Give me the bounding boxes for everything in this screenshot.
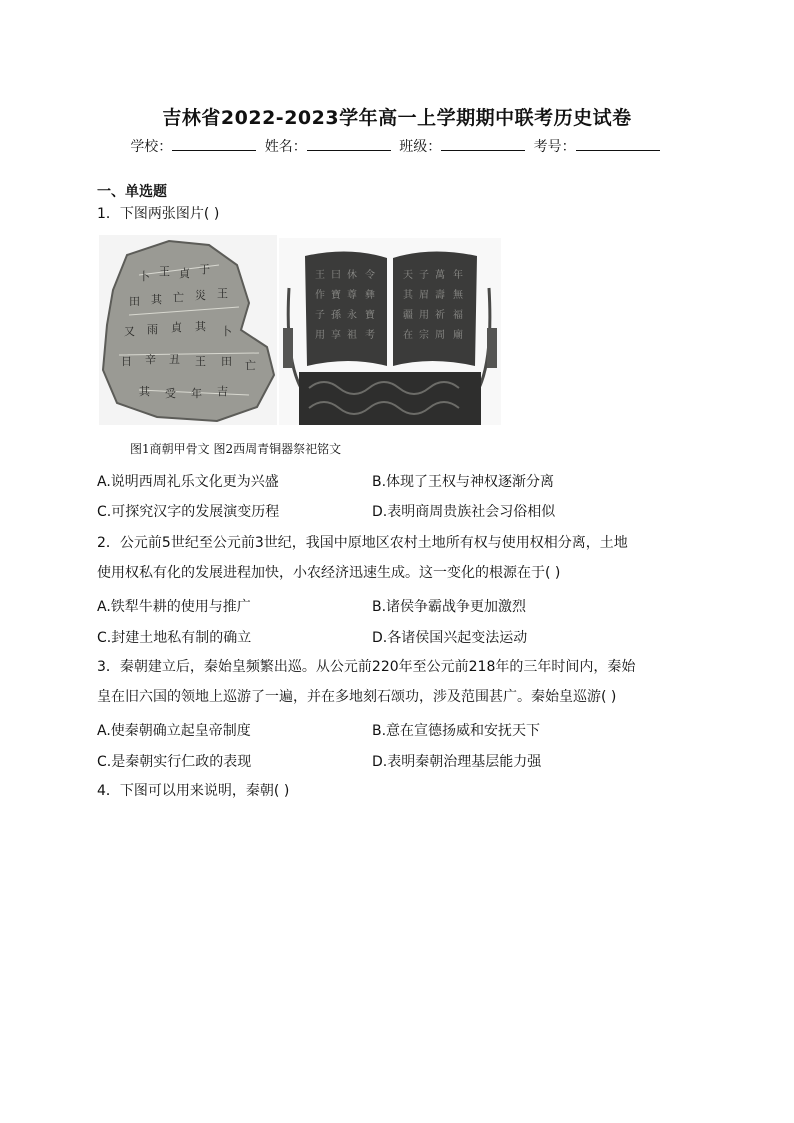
svg-text:卜: 卜 bbox=[221, 325, 232, 338]
svg-text:亡: 亡 bbox=[173, 291, 184, 304]
q3-option-b[interactable]: B.意在宣德扬威和安抚天下 bbox=[372, 723, 541, 739]
svg-text:王: 王 bbox=[217, 287, 228, 300]
svg-text:卜: 卜 bbox=[139, 270, 150, 283]
svg-text:雨: 雨 bbox=[147, 323, 158, 336]
exam-number-label: 考号： bbox=[533, 139, 576, 155]
svg-text:王: 王 bbox=[315, 270, 325, 281]
svg-text:祖: 祖 bbox=[347, 330, 357, 341]
q1-option-a[interactable]: A.说明西周礼乐文化更为兴盛 bbox=[97, 474, 279, 490]
q1-option-c[interactable]: C.可探究汉字的发展演变历程 bbox=[97, 504, 280, 520]
student-info-line bbox=[0, 136, 794, 156]
svg-text:丑: 丑 bbox=[169, 353, 180, 366]
svg-text:尊: 尊 bbox=[347, 290, 357, 301]
name-blank[interactable] bbox=[307, 138, 391, 151]
svg-text:又: 又 bbox=[124, 325, 135, 338]
svg-text:宗: 宗 bbox=[419, 330, 429, 341]
svg-text:廟: 廟 bbox=[453, 330, 463, 341]
svg-text:子: 子 bbox=[315, 310, 325, 321]
svg-text:壽: 壽 bbox=[435, 290, 445, 301]
svg-text:貞: 貞 bbox=[179, 267, 190, 280]
q2-option-d[interactable]: D.各诸侯国兴起变法运动 bbox=[372, 630, 528, 646]
name-label: 姓名： bbox=[264, 139, 307, 155]
svg-text:用: 用 bbox=[419, 310, 429, 321]
svg-text:萬: 萬 bbox=[435, 270, 445, 281]
svg-text:用: 用 bbox=[315, 330, 325, 341]
svg-text:永: 永 bbox=[347, 310, 357, 321]
q3-option-d[interactable]: D.表明秦朝治理基层能力强 bbox=[372, 754, 542, 770]
svg-text:年: 年 bbox=[453, 270, 463, 281]
school-blank[interactable] bbox=[172, 138, 256, 151]
q1-option-b[interactable]: B.体现了王权与神权逐渐分离 bbox=[372, 474, 555, 490]
q3-option-c[interactable]: C.是秦朝实行仁政的表现 bbox=[97, 754, 252, 770]
svg-text:其: 其 bbox=[403, 290, 413, 301]
section-title: 一、单选题 bbox=[97, 184, 167, 200]
svg-text:休: 休 bbox=[347, 270, 357, 281]
class-blank[interactable] bbox=[441, 138, 525, 151]
svg-text:吉: 吉 bbox=[217, 385, 228, 398]
svg-text:祈: 祈 bbox=[435, 310, 445, 321]
svg-text:年: 年 bbox=[191, 387, 202, 400]
svg-text:王: 王 bbox=[195, 355, 206, 368]
svg-text:令: 令 bbox=[365, 270, 375, 281]
oracle-bone-image bbox=[99, 235, 277, 425]
class-label: 班级： bbox=[399, 139, 442, 155]
svg-text:于: 于 bbox=[199, 263, 210, 276]
svg-text:彝: 彝 bbox=[365, 290, 375, 301]
svg-text:王: 王 bbox=[159, 265, 170, 278]
svg-text:無: 無 bbox=[453, 290, 463, 301]
question-3-line-1: 3．秦朝建立后，秦始皇频繁出巡。从公元前220年至公元前218年的三年时间内，秦始 bbox=[97, 659, 636, 675]
svg-text:受: 受 bbox=[165, 387, 176, 400]
svg-text:災: 災 bbox=[195, 289, 206, 302]
q2-option-c[interactable]: C.封建土地私有制的确立 bbox=[97, 630, 252, 646]
svg-text:眉: 眉 bbox=[419, 290, 429, 301]
svg-text:福: 福 bbox=[453, 310, 463, 321]
q3-option-a[interactable]: A.使秦朝确立起皇帝制度 bbox=[97, 723, 251, 739]
q2-option-b[interactable]: B.诸侯争霸战争更加激烈 bbox=[372, 599, 527, 615]
svg-text:作: 作 bbox=[315, 290, 325, 301]
svg-text:其: 其 bbox=[195, 320, 206, 333]
bronze-inscription-image bbox=[279, 238, 501, 425]
svg-text:辛: 辛 bbox=[145, 353, 156, 366]
svg-text:貞: 貞 bbox=[171, 321, 182, 334]
svg-text:寶: 寶 bbox=[365, 310, 375, 321]
question-2-line-2: 使用权私有化的发展进程加快，小农经济迅速生成。这一变化的根源在于( ) bbox=[97, 565, 561, 581]
exam-title: 吉林省2022-2023学年高一上学期期中联考历史试卷 bbox=[162, 107, 632, 129]
svg-text:亡: 亡 bbox=[245, 359, 256, 372]
svg-text:子: 子 bbox=[419, 270, 429, 281]
q1-option-d[interactable]: D.表明商周贵族社会习俗相似 bbox=[372, 504, 556, 520]
svg-text:在: 在 bbox=[403, 330, 413, 341]
svg-text:寶: 寶 bbox=[331, 290, 341, 301]
question-4-stem: 4．下图可以用来说明，秦朝( ) bbox=[97, 783, 290, 799]
svg-text:享: 享 bbox=[331, 330, 341, 341]
svg-text:田: 田 bbox=[129, 295, 140, 308]
svg-text:曰: 曰 bbox=[331, 270, 341, 281]
question-2-line-1: 2．公元前5世纪至公元前3世纪，我国中原地区农村土地所有权与使用权相分离，土地 bbox=[97, 535, 628, 551]
question-1-figures bbox=[99, 235, 503, 427]
svg-text:疆: 疆 bbox=[403, 310, 413, 321]
svg-text:日: 日 bbox=[121, 355, 132, 368]
svg-text:孫: 孫 bbox=[331, 310, 341, 321]
question-3-line-2: 皇在旧六国的领地上巡游了一遍，并在多地刻石颂功，涉及范围甚广。秦始皇巡游( ) bbox=[97, 689, 617, 705]
question-1-stem: 1．下图两张图片( ) bbox=[97, 206, 220, 222]
svg-text:周: 周 bbox=[435, 330, 445, 341]
figure-caption: 图1商朝甲骨文 图2西周青铜器祭祀铭文 bbox=[130, 442, 342, 456]
svg-text:天: 天 bbox=[403, 270, 413, 281]
school-label: 学校： bbox=[130, 139, 173, 155]
exam-number-blank[interactable] bbox=[576, 138, 660, 151]
svg-text:其: 其 bbox=[151, 293, 162, 306]
q2-option-a[interactable]: A.铁犁牛耕的使用与推广 bbox=[97, 599, 251, 615]
svg-text:其: 其 bbox=[139, 385, 150, 398]
svg-text:田: 田 bbox=[221, 355, 232, 368]
svg-text:考: 考 bbox=[365, 330, 375, 341]
